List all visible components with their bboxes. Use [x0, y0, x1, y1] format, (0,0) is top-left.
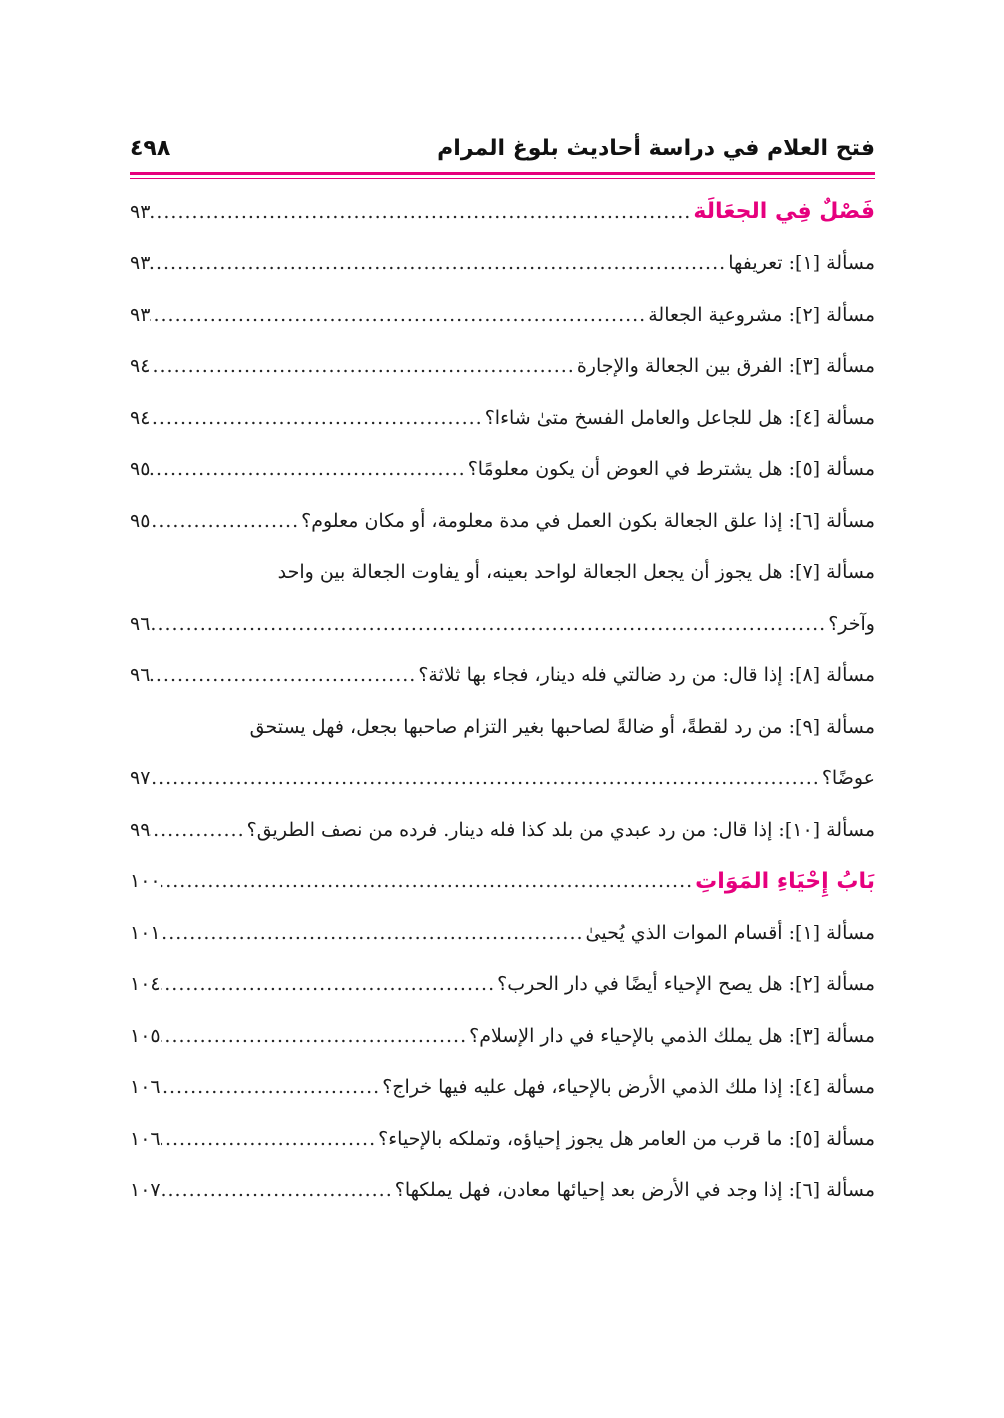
dot-leader: [161, 870, 696, 892]
toc-entry: [130, 959, 875, 1011]
toc-entry: [130, 1062, 875, 1114]
toc-entry: [130, 444, 875, 496]
toc-entry-text: فَصْلٌ فِي الجعَالَة: [693, 199, 875, 225]
toc-entry: [130, 650, 875, 702]
toc-page-number: ٩٩: [130, 818, 151, 841]
toc-page-number: ١٠٦: [130, 1076, 161, 1099]
dot-leader: [161, 922, 586, 944]
toc-entry: [130, 547, 875, 599]
book-title: فتح العلام في دراسة أحاديث بلوغ المرام: [437, 135, 875, 161]
toc-entry-text: مسألة [٢]: هل يصح الإحياء أيضًا في دار الحرب؟: [497, 973, 875, 996]
dot-leader: [150, 767, 821, 789]
dot-leader: [150, 407, 484, 429]
table-of-contents: [130, 186, 875, 1216]
toc-page-number: ١٠٤: [130, 973, 161, 996]
toc-entry-text: مسألة [١]: تعريفها: [728, 252, 875, 275]
toc-section-heading: [130, 856, 875, 908]
toc-entry-text: مسألة [٣]: هل يملك الذمي بالإحياء في دار الإسلام؟: [469, 1024, 875, 1047]
toc-entry-text: وآخر؟: [828, 612, 875, 635]
dot-leader: [150, 355, 576, 377]
toc-entry: [130, 1010, 875, 1062]
toc-section-heading: [130, 186, 875, 238]
toc-page-number: ١٠١: [130, 921, 161, 944]
toc-page-number: ٩٣: [130, 252, 151, 275]
toc-entry-text: مسألة [٢]: مشروعية الجعالة: [648, 303, 875, 326]
toc-entry: [130, 907, 875, 959]
toc-entry: [130, 341, 875, 393]
dot-leader: [150, 458, 467, 480]
header-rule-thick: [130, 172, 875, 175]
toc-entry-text: مسألة [٨]: إذا قال: من رد ضالتي فله دينار، فجاء بها ثلاثة؟: [418, 664, 875, 687]
toc-entry: [130, 1165, 875, 1217]
toc-entry: [130, 1113, 875, 1165]
dot-leader: [150, 510, 301, 532]
toc-entry-text: مسألة [٥]: هل يشترط في العوض أن يكون معلومًا؟: [467, 458, 875, 481]
page-number: ٤٩٨: [130, 135, 171, 161]
toc-entry: [130, 598, 875, 650]
toc-entry: [130, 392, 875, 444]
toc-page-number: ١٠٧: [130, 1179, 161, 1202]
toc-entry-text: مسألة [١٠]: إذا قال: من رد عبدي من بلد كذا فله دينار. فرده من نصف الطريق؟: [246, 818, 875, 841]
dot-leader: [161, 1179, 395, 1201]
toc-page-number: ٩٥: [130, 458, 151, 481]
toc-page-number: ٩٧: [130, 767, 151, 790]
toc-page-number: ٩٦: [130, 664, 151, 687]
toc-entry-text: مسألة [٩]: من رد لقطةً، أو ضالةً لصاحبها بغير التزام صاحبها بجعل، فهل يستحق: [249, 715, 875, 738]
toc-page-number: ١٠٥: [130, 1024, 161, 1047]
toc-entry-text: مسألة [٣]: الفرق بين الجعالة والإجارة: [576, 355, 875, 378]
toc-page-number: ٩٣: [130, 200, 151, 223]
toc-page-number: ٩٥: [130, 509, 151, 532]
toc-entry-text: عوضًا؟: [821, 767, 875, 790]
dot-leader: [150, 819, 246, 841]
toc-entry-text: مسألة [١]: أقسام الموات الذي يُحيىٰ: [585, 921, 875, 944]
toc-page-number: ٩٣: [130, 303, 151, 326]
dot-leader: [161, 1025, 470, 1047]
toc-entry: [130, 289, 875, 341]
dot-leader: [150, 613, 828, 635]
dot-leader: [161, 1076, 383, 1098]
toc-entry-text: مسألة [٦]: إذا وجد في الأرض بعد إحيائها معادن، فهل يملكها؟: [394, 1179, 875, 1202]
toc-entry-text: مسألة [٤]: هل للجاعل والعامل الفسخ متىٰ شاءا؟: [484, 406, 875, 429]
dot-leader: [150, 664, 418, 686]
toc-page-number: ١٠٦: [130, 1127, 161, 1150]
header-rule-thin: [130, 178, 875, 179]
dot-leader: [161, 1128, 379, 1150]
toc-entry: [130, 753, 875, 805]
toc-entry-text: مسألة [٧]: هل يجوز أن يجعل الجعالة لواحد بعينه، أو يفاوت الجعالة بين واحد: [277, 561, 875, 584]
toc-entry-text: مسألة [٥]: ما قرب من العامر هل يجوز إحياؤه، وتملكه بالإحياء؟: [378, 1127, 875, 1150]
dot-leader: [150, 304, 648, 326]
dot-leader: [150, 201, 693, 223]
toc-page-number: ٩٦: [130, 612, 151, 635]
page-header: [130, 128, 875, 168]
toc-page-number: ٩٤: [130, 406, 151, 429]
toc-entry: [130, 495, 875, 547]
toc-entry: [130, 701, 875, 753]
toc-page-number: ٩٤: [130, 355, 151, 378]
toc-entry: [130, 804, 875, 856]
toc-entry-text: مسألة [٤]: إذا ملك الذمي الأرض بالإحياء، فهل عليه فيها خراج؟: [382, 1076, 875, 1099]
toc-entry-text: بَابُ إِحْيَاءِ المَوَاتِ: [695, 868, 875, 894]
toc-page-number: ١٠٠: [130, 870, 161, 893]
dot-leader: [161, 973, 498, 995]
toc-entry: [130, 238, 875, 290]
toc-entry-text: مسألة [٦]: إذا علق الجعالة بكون العمل في مدة معلومة، أو مكان معلوم؟: [301, 509, 875, 532]
dot-leader: [150, 252, 728, 274]
